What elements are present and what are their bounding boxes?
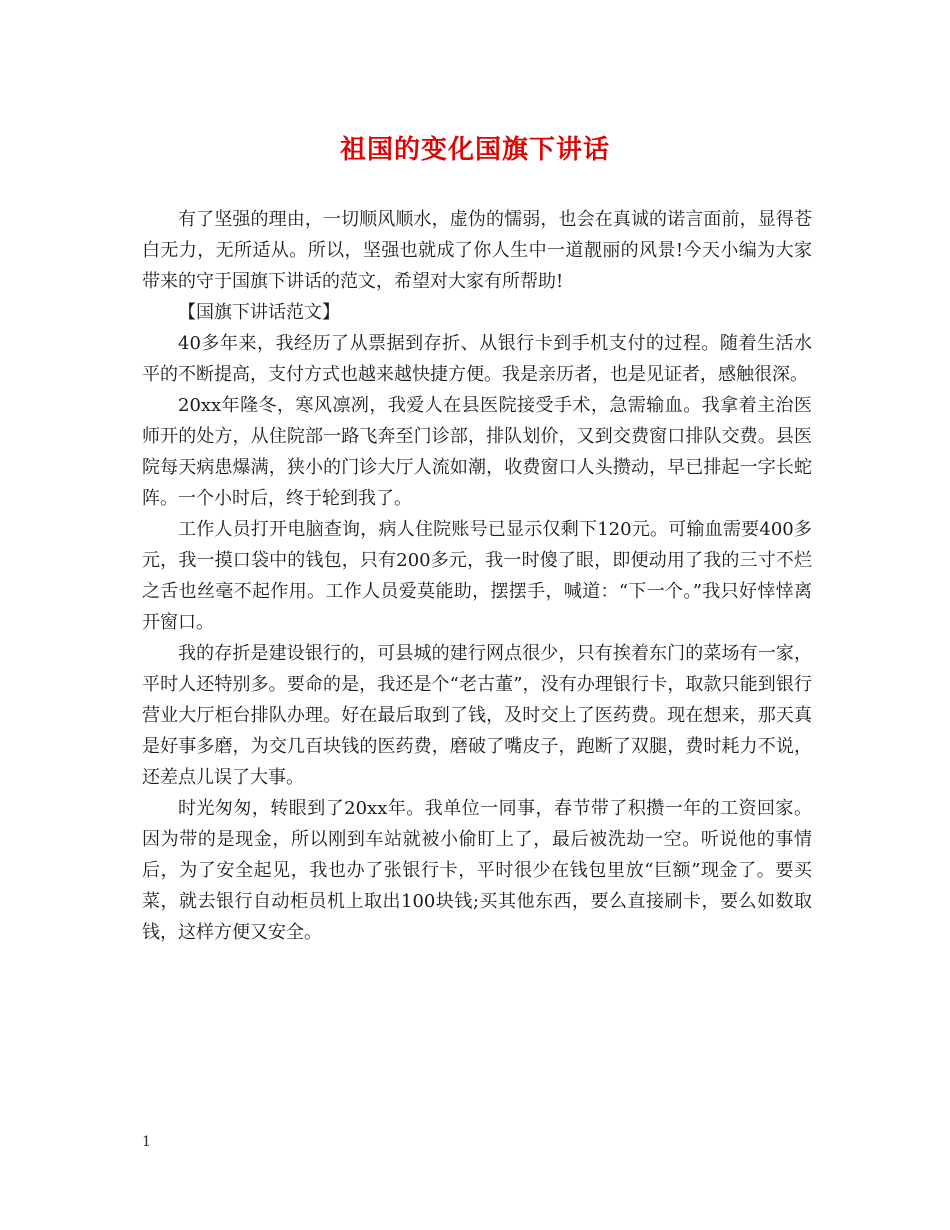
paragraph-payment-history: 40多年来，我经历了从票据到存折、从银行卡到手机支付的过程。随着生活水平的不断提高，支付方式也越来越快捷方便。我是亲历者，也是见证者，感触很深。 xyxy=(142,333,812,385)
paragraph-section-heading: 【国旗下讲话范文】 xyxy=(178,302,340,323)
document-body xyxy=(142,204,812,948)
document-title: 祖国的变化国旗下讲话 xyxy=(339,135,610,165)
paragraph-intro: 有了坚强的理由，一切顺风顺水，虚伪的懦弱，也会在真诚的诺言面前，显得苍白无力，无所适从。所以，坚强也就成了你人生中一道靓丽的风景!今天小编为大家带来的守于国旗下讲话的范文，希望对大家有所帮助! xyxy=(142,209,812,292)
page-number: 1 xyxy=(142,1134,151,1150)
paragraph-passbook: 我的存折是建设银行的，可县城的建行网点很少，只有挨着东门的菜场有一家，平时人还特别多。要命的是，我还是个“老古董”，没有办理银行卡，取款只能到银行营业大厅柜台排队办理。好在最后取到了钱，及时交上了医药费。现在想来，那天真是好事多磨，为交几百块钱的医药费，磨破了嘴皮子，跑断了双腿，费时耗力不说，还差点儿误了大事。 xyxy=(142,643,812,788)
paragraph-hospital-story: 20xx年隆冬，寒风凛冽，我爱人在县医院接受手术，急需输血。我拿着主治医师开的处方，从住院部一路飞奔至门诊部，排队划价，又到交费窗口排队交费。县医院每天病患爆满，狭小的门诊大厅人流如潮，收费窗口人头攒动，早已排起一字长蛇阵。一个小时后，终于轮到我了。 xyxy=(142,395,812,509)
paragraph-bank-card: 时光匆匆，转眼到了20xx年。我单位一同事，春节带了积攒一年的工资回家。因为带的是现金，所以刚到车站就被小偷盯上了，最后被洗劫一空。听说他的事情后，为了安全起见，我也办了张银行卡，平时很少在钱包里放“巨额”现金了。要买菜，就去银行自动柜员机上取出100块钱;买其他东西，要么直接刷卡，要么如数取钱，这样方便又安全。 xyxy=(142,798,812,943)
paragraph-account-balance: 工作人员打开电脑查询，病人住院账号已显示仅剩下120元。可输血需要400多元，我一摸口袋中的钱包，只有200多元，我一时傻了眼，即便动用了我的三寸不烂之舌也丝毫不起作用。工作人员爱莫能助，摆摆手，喊道：“下一个。”我只好悻悻离开窗口。 xyxy=(142,519,812,633)
